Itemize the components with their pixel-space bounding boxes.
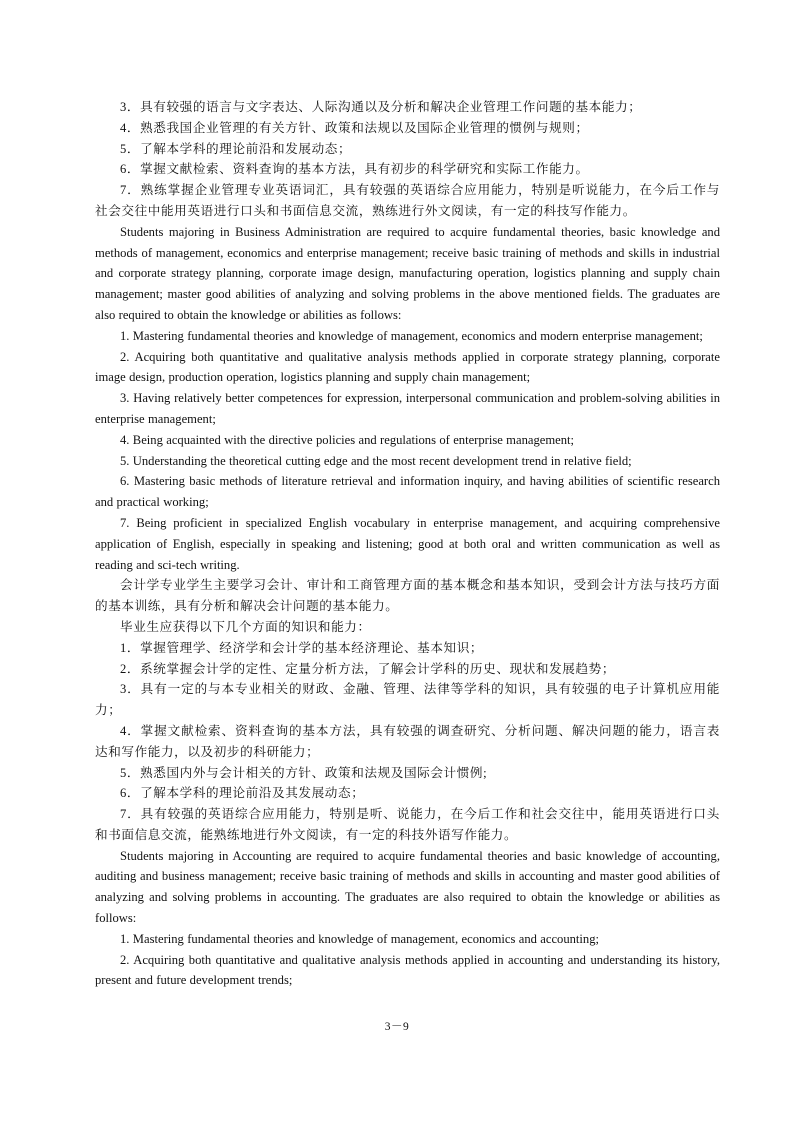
- paragraph-ba-english-item-7: 7. Being proficient in specialized English vocabulary in enterprise management, and acquiring comprehensive application of English, especially in speaking and listening; good at both oral and written communication as well as reading and sci-tech writing.: [95, 515, 720, 572]
- paragraph-bachelor-ability-6: 6．掌握文献检索、资料查询的基本方法，具有初步的科学研究和实际工作能力。: [120, 162, 589, 177]
- paragraph-bachelor-ability-7: 7．熟练掌握企业管理专业英语词汇，具有较强的英语综合应用能力，特别是听说能力，在今后工作与社会交往中能用英语进行口头和书面信息交流，熟练进行外文阅读，有一定的科技写作能力。: [95, 183, 720, 218]
- paragraph-ba-english-item-2: 2. Acquiring both quantitative and qualitative analysis methods applied in corporate strategy planning, corporate image design, production operation, logistics planning and supply chain management;: [95, 349, 720, 385]
- paragraph-accounting-item-4: 4．掌握文献检索、资料查询的基本方法，具有较强的调查研究、分析问题、解决问题的能力，语言表达和写作能力，以及初步的科研能力；: [95, 723, 720, 759]
- paragraph-accounting-lead: 毕业生应获得以下几个方面的知识和能力：: [120, 619, 371, 634]
- paragraph-accounting-english-intro: Students majoring in Accounting are required to acquire fundamental theories and basic knowledge of accounting, auditing and business management; receive basic training of methods and skills in accounting and master good abilities of analyzing and solving problems in accounting. The graduates are also required to obtain the knowledge or abilities as follows:: [95, 848, 720, 926]
- paragraph-accounting-item-6: 6．了解本学科的理论前沿及其发展动态；: [120, 786, 365, 801]
- paragraph-bachelor-ability-5: 5．了解本学科的理论前沿和发展动态；: [120, 141, 352, 156]
- paragraph-accounting-item-3: 3．具有一定的与本专业相关的财政、金融、管理、法律等学科的知识，具有较强的电子计算机应用能力；: [95, 682, 720, 718]
- paragraph-ba-english-item-3: 3. Having relatively better competences for expression, interpersonal communication and problem-solving abilities in enterprise management;: [95, 391, 720, 426]
- paragraph-ba-english-item-5: 5. Understanding the theoretical cutting edge and the most recent development trend in relative field;: [120, 453, 632, 468]
- paragraph-accounting-intro: 会计学专业学生主要学习会计、审计和工商管理方面的基本概念和基本知识，受到会计方法与技巧方面的基本训练，具有分析和解决会计问题的基本能力。: [95, 578, 720, 614]
- paragraph-accounting-item-5: 5．熟悉国内外与会计相关的方针、政策和法规及国际会计惯例;: [120, 765, 488, 780]
- paragraph-ba-english-intro: Students majoring in Business Administration are required to acquire fundamental theories, basic knowledge and methods of management, economics and enterprise management; receive basic training of methods and skills in industrial and corporate strategy planning, corporate image design, manufacturing operation, logistics planning and supply chain management; master good abilities of analyzing and solving problems in the above mentioned fields. The graduates are also required to obtain the knowledge or abilities as follows:: [95, 224, 720, 322]
- page-number: 3－9: [384, 1021, 410, 1033]
- paragraph-accounting-english-item-2: 2. Acquiring both quantitative and qualitative analysis methods applied in accounting and understanding its history, present and future development trends;: [95, 952, 720, 988]
- paragraph-accounting-item-1: 1．掌握管理学、经济学和会计学的基本经济理论、基本知识；: [120, 640, 484, 655]
- paragraph-accounting-item-2: 2．系统掌握会计学的定性、定量分析方法，了解会计学科的历史、现状和发展趋势；: [120, 661, 616, 676]
- paragraph-ba-english-item-4: 4. Being acquainted with the directive policies and regulations of enterprise management;: [120, 432, 575, 447]
- paragraph-accounting-item-7: 7．具有较强的英语综合应用能力，特别是听、说能力，在今后工作和社会交往中，能用英语进行口头和书面信息交流，能熟练地进行外文阅读，有一定的科技外语写作能力。: [95, 807, 720, 842]
- paragraph-ba-english-item-1: 1. Mastering fundamental theories and knowledge of management, economics and modern enterprise management;: [120, 328, 703, 343]
- paragraph-bachelor-ability-3: 3．具有较强的语言与文字表达、人际沟通以及分析和解决企业管理工作问题的基本能力；: [120, 100, 642, 114]
- paragraph-ba-english-item-6: 6. Mastering basic methods of literature retrieval and information inquiry, and having abilities of scientific research and practical working;: [95, 474, 720, 510]
- body-text: [95, 97, 720, 991]
- paragraph-accounting-english-item-1: 1. Mastering fundamental theories and knowledge of management, economics and accounting;: [120, 931, 600, 946]
- paragraph-bachelor-ability-4: 4．熟悉我国企业管理的有关方针、政策和法规以及国际企业管理的惯例与规则；: [120, 120, 589, 135]
